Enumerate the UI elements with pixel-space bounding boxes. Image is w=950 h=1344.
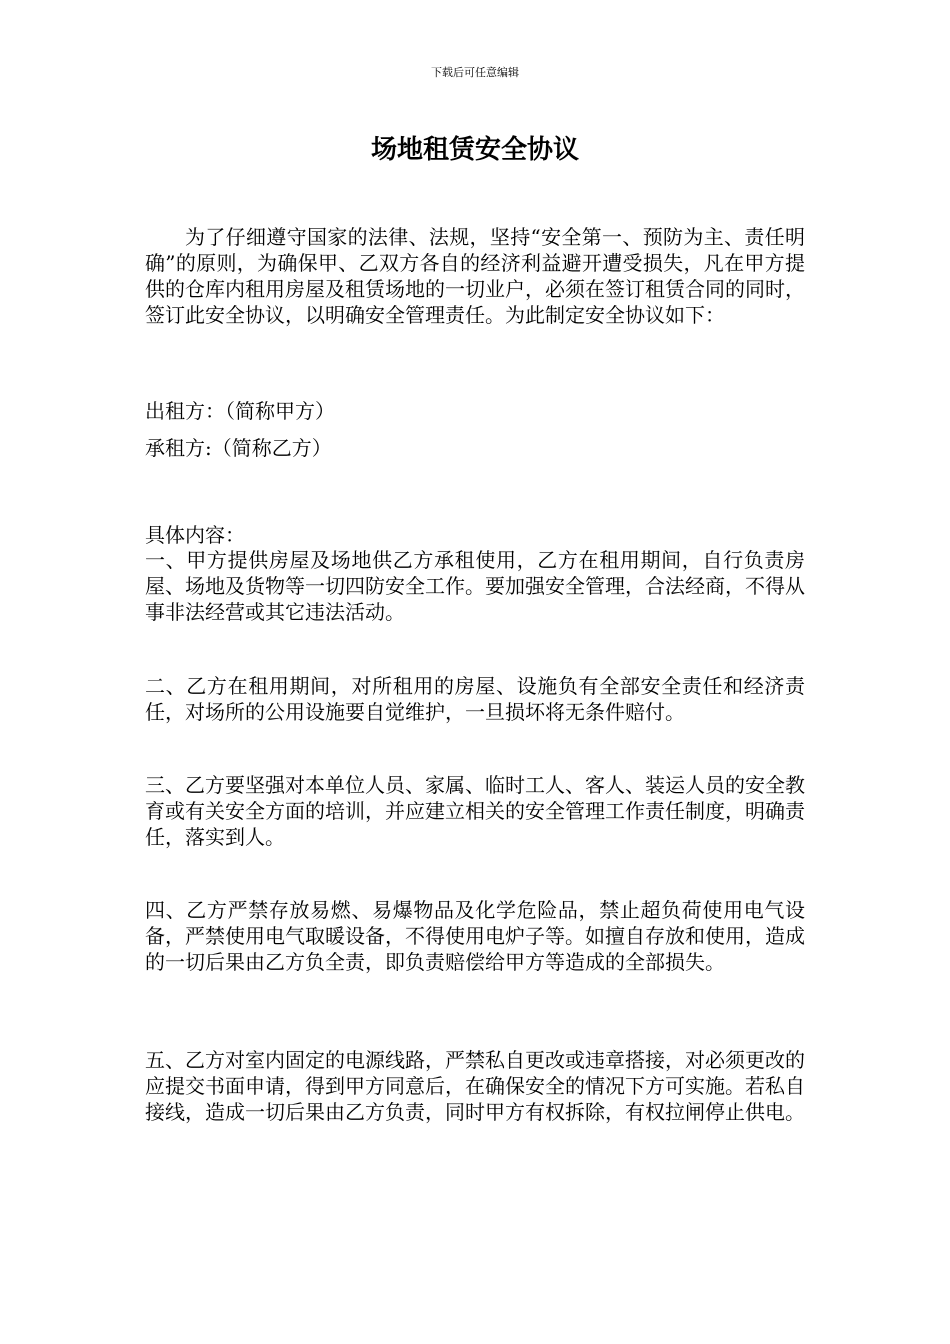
lessor-line: 出租方：（简称甲方） — [145, 399, 335, 423]
clause-5: 五、乙方对室内固定的电源线路，严禁私自更改或违章搭接，对必须更改的应提交书面申请，得到甲方同意后，在确保安全的情况下方可实施。若私自接线，造成一切后果由乙方负责，同时甲方有权拆除，有权拉闸停止供电。 — [145, 1048, 805, 1124]
lessee-line: 承租方:（简称乙方） — [145, 436, 332, 460]
clause-2: 二、乙方在租用期间，对所租用的房屋、设施负有全部安全责任和经济责任，对场所的公用设施要自觉维护，一旦损坏将无条件赔付。 — [145, 674, 805, 724]
intro-paragraph: 为了仔细遵守国家的法律、法规，坚持“安全第一、预防为主、责任明确”的原则，为确保甲、乙双方各自的经济利益避开遭受损失，凡在甲方提供的仓库内租用房屋及租赁场地的一切业户，必须在签订租赁合同的同时，签订此安全协议，以明确安全管理责任。为此制定安全协议如下： — [145, 225, 805, 327]
clause-4: 四、乙方严禁存放易燃、易爆物品及化学危险品，禁止超负荷使用电气设备，严禁使用电气取暖设备，不得使用电炉子等。如擅自存放和使用，造成的一切后果由乙方负全责，即负责赔偿给甲方等造成的全部损失。 — [145, 898, 805, 974]
header-note: 下载后可任意编辑 — [431, 66, 519, 79]
document-title: 场地租赁安全协议 — [370, 135, 579, 165]
clause-1: 一、甲方提供房屋及场地供乙方承租使用，乙方在租用期间，自行负责房屋、场地及货物等一切四防安全工作。要加强安全管理，合法经商，不得从事非法经营或其它违法活动。 — [145, 548, 805, 624]
content-heading: 具体内容： — [145, 523, 245, 547]
clause-3: 三、乙方要坚强对本单位人员、家属、临时工人、客人、装运人员的安全教育或有关安全方面的培训，并应建立相关的安全管理工作责任制度，明确责任，落实到人。 — [145, 773, 805, 849]
